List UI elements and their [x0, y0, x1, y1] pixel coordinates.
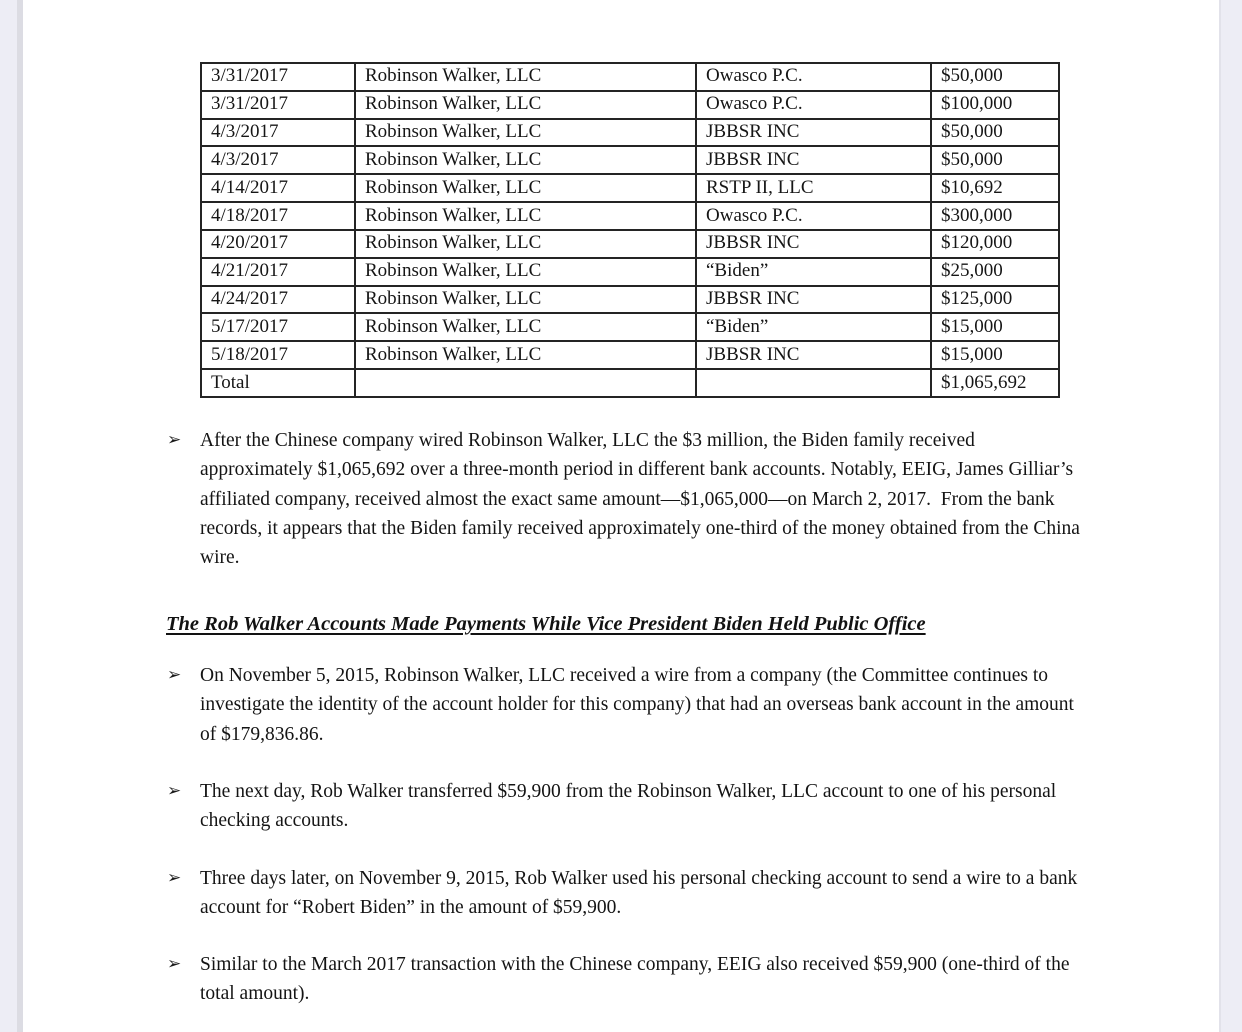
- table-row: [201, 286, 1059, 314]
- table-row: [201, 258, 1059, 286]
- bullet-arrow-icon: ➢: [167, 868, 182, 888]
- bullet-paragraph-china-wire: [167, 426, 1085, 572]
- table-row: [201, 202, 1059, 230]
- cell-date: 5/18/2017: [201, 341, 355, 369]
- cell-amount: $10,692: [931, 174, 1059, 202]
- bullet-arrow-icon: ➢: [167, 430, 182, 450]
- bullet-paragraph-wire-2015: [167, 661, 1085, 749]
- bullet-paragraph-transfer: [167, 777, 1085, 836]
- bullet-arrow-icon: ➢: [167, 665, 182, 685]
- cell-payer: Robinson Walker, LLC: [355, 286, 696, 314]
- bullet-paragraph-eeig: [167, 950, 1085, 1009]
- paragraph-text: Three days later, on November 9, 2015, Rob Walker used his personal checking account to send a wire to a bank account for “Robert Biden” in the amount of $59,900.: [200, 868, 1083, 919]
- bullet-arrow-icon: ➢: [167, 954, 182, 974]
- cell-payer: Robinson Walker, LLC: [355, 230, 696, 258]
- cell-payer: Robinson Walker, LLC: [355, 202, 696, 230]
- cell-payee: “Biden”: [696, 313, 931, 341]
- cell-amount: $125,000: [931, 286, 1059, 314]
- cell-date: 3/31/2017: [201, 63, 355, 91]
- cell-date: 4/24/2017: [201, 286, 355, 314]
- table-row: [201, 63, 1059, 91]
- transactions-table: [200, 62, 1060, 398]
- cell-payee: Owasco P.C.: [696, 202, 931, 230]
- cell-date: 4/18/2017: [201, 202, 355, 230]
- table-row: [201, 91, 1059, 119]
- cell-date: 4/21/2017: [201, 258, 355, 286]
- cell-date: 5/17/2017: [201, 313, 355, 341]
- cell-payer: Robinson Walker, LLC: [355, 119, 696, 147]
- scan-edge-right: [1219, 0, 1242, 1032]
- cell-payee: JBBSR INC: [696, 119, 931, 147]
- cell-payee: Owasco P.C.: [696, 91, 931, 119]
- transactions-table-body: [201, 63, 1059, 397]
- cell-amount: $50,000: [931, 119, 1059, 147]
- cell-amount: $25,000: [931, 258, 1059, 286]
- table-row: [201, 341, 1059, 369]
- section-heading: The Rob Walker Accounts Made Payments While Vice President Biden Held Public Office: [166, 613, 926, 635]
- table-row: [201, 174, 1059, 202]
- cell-date: Total: [201, 369, 355, 397]
- cell-date: 4/20/2017: [201, 230, 355, 258]
- cell-date: 4/3/2017: [201, 146, 355, 174]
- cell-amount: $50,000: [931, 146, 1059, 174]
- cell-date: 3/31/2017: [201, 91, 355, 119]
- cell-date: 4/3/2017: [201, 119, 355, 147]
- cell-payee: “Biden”: [696, 258, 931, 286]
- table-row: [201, 230, 1059, 258]
- cell-amount: $15,000: [931, 341, 1059, 369]
- bullet-paragraph-robert-biden-wire: [167, 864, 1085, 923]
- cell-amount: $300,000: [931, 202, 1059, 230]
- paragraph-text: Similar to the March 2017 transaction with the Chinese company, EEIG also received $59,900 (one-third of the total amount).: [200, 954, 1075, 1005]
- cell-payee: JBBSR INC: [696, 341, 931, 369]
- scan-edge-left: [0, 0, 23, 1032]
- cell-payer: Robinson Walker, LLC: [355, 341, 696, 369]
- cell-amount: $120,000: [931, 230, 1059, 258]
- table-row: [201, 313, 1059, 341]
- table-row: [201, 146, 1059, 174]
- cell-payee: RSTP II, LLC: [696, 174, 931, 202]
- bullet-arrow-icon: ➢: [167, 781, 182, 801]
- cell-payer: Robinson Walker, LLC: [355, 174, 696, 202]
- cell-payee: JBBSR INC: [696, 146, 931, 174]
- table-total-row: [201, 369, 1059, 397]
- cell-payer: Robinson Walker, LLC: [355, 313, 696, 341]
- cell-amount: $50,000: [931, 63, 1059, 91]
- table-row: [201, 119, 1059, 147]
- paragraph-text: On November 5, 2015, Robinson Walker, LLC received a wire from a company (the Committee continues to investigate the identity of the account holder for this company) that had an overseas bank account in the amount of $179,836.86.: [200, 665, 1079, 745]
- paragraph-text: The next day, Rob Walker transferred $59,900 from the Robinson Walker, LLC account to one of his personal checking accounts.: [200, 781, 1062, 832]
- cell-payee: Owasco P.C.: [696, 63, 931, 91]
- cell-amount: $15,000: [931, 313, 1059, 341]
- paragraph-text: After the Chinese company wired Robinson Walker, LLC the $3 million, the Biden family received approximately $1,065,692 over a three-month period in different bank accounts. Notably, EEIG, James Gilliar’s affiliated company, received almost the exact same amount—$1,065,000—on March 2, 2017. From the bank records, it appears that the Biden family received approximately one-third of the money obtained from the China wire.: [200, 430, 1085, 569]
- cell-payer: Robinson Walker, LLC: [355, 258, 696, 286]
- cell-date: 4/14/2017: [201, 174, 355, 202]
- cell-amount: $1,065,692: [931, 369, 1059, 397]
- cell-payer: [355, 369, 696, 397]
- cell-payer: Robinson Walker, LLC: [355, 146, 696, 174]
- cell-payee: [696, 369, 931, 397]
- cell-payee: JBBSR INC: [696, 230, 931, 258]
- cell-amount: $100,000: [931, 91, 1059, 119]
- cell-payer: Robinson Walker, LLC: [355, 63, 696, 91]
- cell-payer: Robinson Walker, LLC: [355, 91, 696, 119]
- cell-payee: JBBSR INC: [696, 286, 931, 314]
